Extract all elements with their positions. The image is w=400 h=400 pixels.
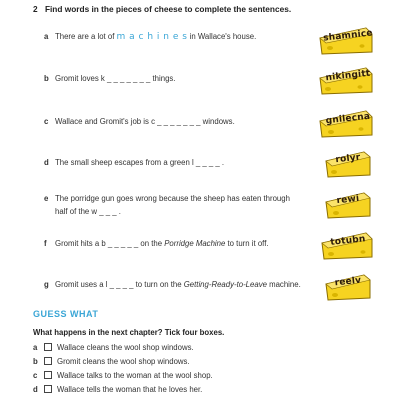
question-c [44, 115, 309, 128]
question-letter: a [44, 32, 49, 41]
task-instruction-text: Find words in the pieces of cheese to complete the sentences. [44, 4, 292, 14]
question-g [44, 278, 309, 291]
guess-option-c [33, 371, 213, 381]
tick-checkbox[interactable] [44, 343, 52, 351]
cheese-word: reelv [334, 275, 362, 289]
option-text: Wallace talks to the woman at the wool shop. [57, 371, 213, 380]
option-letter: a [33, 343, 38, 352]
question-text: Gromit hits a b _ _ _ _ _ on the Porridge Machine to turn it off. [55, 239, 269, 248]
question-b [44, 72, 309, 85]
cheese-piece-c [316, 109, 374, 139]
question-letter: f [44, 239, 47, 248]
guess-what-heading: GUESS WHAT [33, 309, 99, 319]
question-letter: e [44, 194, 49, 203]
cheese-word: totubn [329, 234, 367, 248]
handwritten-answer: m a c h i n e s [116, 32, 188, 42]
option-letter: b [33, 357, 38, 366]
option-text: Wallace tells the woman that he loves her. [57, 385, 203, 394]
cheese-word: nikingitt [325, 68, 371, 84]
task-number: 2 [33, 4, 38, 14]
question-e [44, 192, 319, 218]
option-letter: c [33, 371, 38, 380]
question-text: Gromit uses a l _ _ _ _ to turn on the Getting-Ready-to-Leave machine. [55, 280, 301, 289]
question-text: The small sheep escapes from a green l _ _ _ _ . [55, 158, 225, 167]
guess-option-a [33, 343, 194, 353]
cheese-piece-f [316, 231, 374, 261]
cheese-piece-a [316, 26, 374, 56]
question-text-line2: half of the w _ _ _ . [55, 207, 121, 216]
cheese-piece-b [316, 66, 374, 96]
option-text: Wallace cleans the wool shop windows. [57, 343, 194, 352]
tick-checkbox[interactable] [44, 371, 52, 379]
question-a [44, 30, 309, 44]
question-letter: b [44, 74, 49, 83]
question-text: Gromit loves k _ _ _ _ _ _ _ things. [55, 74, 176, 83]
cheese-piece-e [316, 190, 374, 220]
cheese-piece-d [316, 149, 374, 179]
question-letter: c [44, 117, 49, 126]
guess-option-b [33, 357, 190, 367]
option-letter: d [33, 385, 38, 394]
guess-question: What happens in the next chapter? Tick four boxes. [33, 328, 225, 337]
cheese-word: rolyr [335, 152, 361, 166]
cheese-word: shamnice [322, 28, 374, 44]
cheese-word: gnilecna [325, 111, 371, 127]
question-d [44, 156, 309, 169]
tick-checkbox[interactable] [44, 357, 52, 365]
cheese-word: rewi [336, 193, 360, 207]
question-f [44, 237, 309, 250]
question-text: The porridge gun goes wrong because the sheep has eaten through [55, 194, 290, 203]
guess-option-d [33, 385, 202, 395]
tick-checkbox[interactable] [44, 385, 52, 393]
cheese-piece-g [316, 272, 374, 302]
question-letter: g [44, 280, 49, 289]
question-text: There are a lot of m a c h i n e s in Wallace's house. [55, 32, 257, 42]
option-text: Gromit cleans the wool shop windows. [57, 357, 190, 366]
task-instruction [33, 4, 291, 14]
question-letter: d [44, 158, 49, 167]
question-text: Wallace and Gromit's job is c _ _ _ _ _ _ _ windows. [55, 117, 235, 126]
